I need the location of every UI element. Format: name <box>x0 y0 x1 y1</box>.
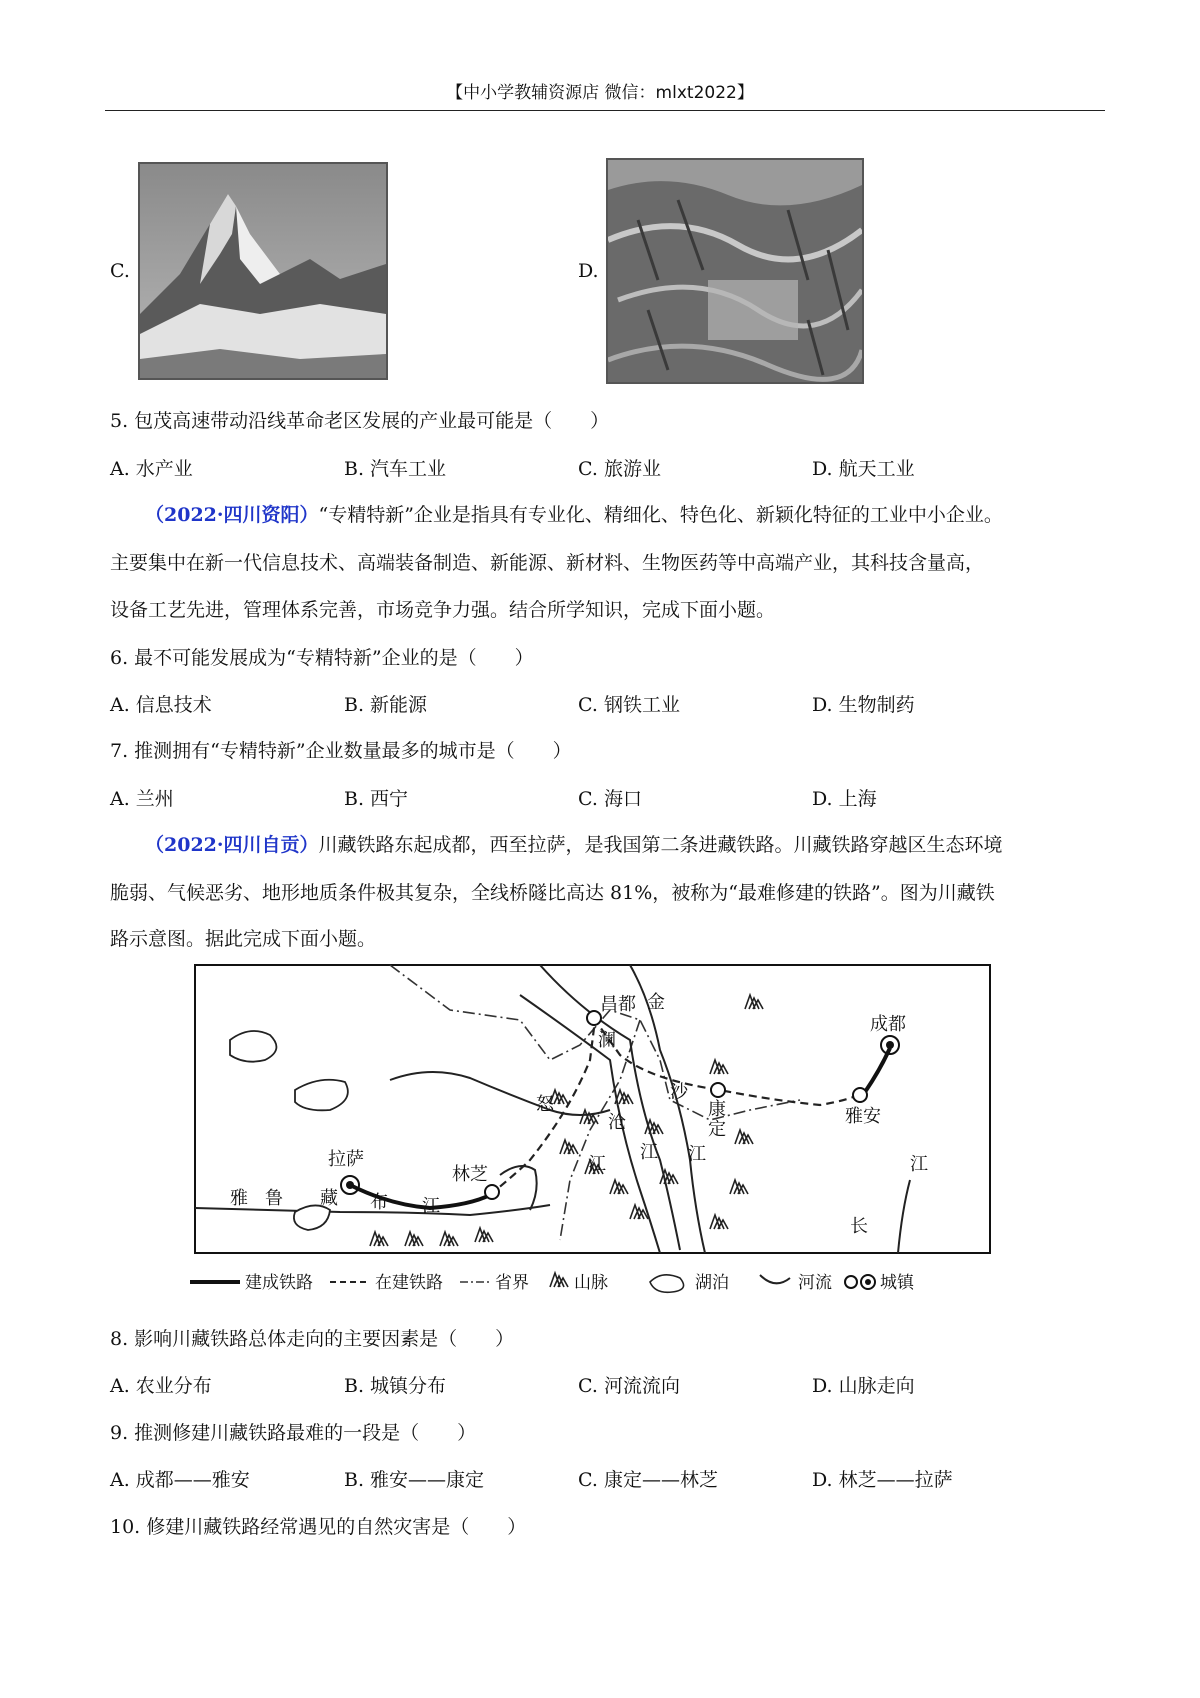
town-lasa-core <box>346 1181 354 1189</box>
mountain-symbol <box>710 1215 728 1229</box>
lake-3 <box>294 1205 330 1230</box>
q6-option-b[interactable]: B. 新能源 <box>344 694 428 716</box>
river-tributary <box>390 1072 610 1115</box>
q9-option-c[interactable]: C. 康定——林芝 <box>578 1469 718 1491</box>
option-d-label: D. <box>578 260 599 282</box>
q6-stem: 6. 最不可能发展成为“专精特新”企业的是（ ） <box>110 647 534 669</box>
q7-option-d[interactable]: D. 上海 <box>812 788 877 810</box>
q8-option-d[interactable]: D. 山脉走向 <box>812 1375 915 1397</box>
q8-option-a[interactable]: A. 农业分布 <box>110 1375 212 1397</box>
legend-river: 河流 <box>798 1273 832 1293</box>
mountain-symbol <box>710 1060 728 1074</box>
river-chang <box>898 1180 910 1253</box>
label-jiang-jinsha: 江 <box>688 1144 706 1165</box>
passage2-line3: 路示意图。据此完成下面小题。 <box>110 928 377 950</box>
mountain-symbol <box>610 1180 628 1194</box>
page-header: 【中小学教辅资源店 微信：mlxt2022】 <box>446 83 754 103</box>
passage2-text1: 川藏铁路东起成都，西至拉萨，是我国第二条进藏铁路。川藏铁路穿越区生态环境 <box>318 834 1003 856</box>
q7-option-b[interactable]: B. 西宁 <box>344 788 409 810</box>
town-linzhi <box>485 1185 499 1199</box>
legend-mountain-symbol <box>550 1273 568 1287</box>
mountain-symbol <box>745 995 763 1009</box>
label-sha: 沙 <box>670 1082 688 1103</box>
mountain-symbol <box>440 1232 458 1246</box>
passage1-line1 <box>145 502 1003 528</box>
q6-option-a[interactable]: A. 信息技术 <box>110 694 212 716</box>
label-nu: 怒 <box>536 1094 554 1115</box>
legend-building: 在建铁路 <box>375 1273 443 1293</box>
label-lu: 鲁 <box>265 1188 283 1209</box>
town-chengdu-core <box>886 1041 894 1049</box>
passage2-line2: 脆弱、气候恶劣、地形地质条件极其复杂，全线桥隧比高达 81%，被称为“最难修建的铁路”。图为川藏铁 <box>110 882 995 904</box>
legend-city-core <box>865 1279 871 1285</box>
lake-2 <box>295 1080 348 1111</box>
q5-option-b[interactable]: B. 汽车工业 <box>344 458 447 480</box>
river-bend <box>500 1166 537 1210</box>
label-cang: 沧 <box>608 1112 626 1133</box>
legend-mountain: 山脉 <box>574 1273 608 1293</box>
mountain-symbol <box>735 1130 753 1144</box>
legend-lake: 湖泊 <box>695 1273 729 1293</box>
label-yaan: 雅安 <box>845 1106 881 1127</box>
label-chengdu: 成都 <box>870 1014 906 1035</box>
label-ya: 雅 <box>230 1188 248 1209</box>
label-kangding-2: 定 <box>708 1119 726 1140</box>
passage2-source: （2022·四川自贡） <box>145 834 319 856</box>
header-rule <box>105 110 1105 111</box>
label-jiang-yarlung: 江 <box>422 1196 440 1217</box>
q10-stem: 10. 修建川藏铁路经常遇见的自然灾害是（ ） <box>110 1516 527 1538</box>
lake-1 <box>230 1031 276 1062</box>
label-bu: 布 <box>370 1192 388 1213</box>
label-jin: 金 <box>647 992 665 1013</box>
passage1-text1: “专精特新”企业是指具有专业化、精细化、特色化、新颖化特征的工业中小企业。 <box>318 504 1003 526</box>
label-zang: 藏 <box>320 1188 338 1209</box>
q5-option-d[interactable]: D. 航天工业 <box>812 458 915 480</box>
label-linzhi: 林芝 <box>452 1164 488 1185</box>
q5-option-a[interactable]: A. 水产业 <box>110 458 193 480</box>
q7-stem: 7. 推测拥有“专精特新”企业数量最多的城市是（ ） <box>110 740 572 762</box>
q7-option-c[interactable]: C. 海口 <box>578 788 642 810</box>
label-kangding-1: 康 <box>708 1099 726 1120</box>
map-legend <box>190 1273 915 1293</box>
q8-option-b[interactable]: B. 城镇分布 <box>344 1375 447 1397</box>
mountain-peak-photo <box>138 162 388 380</box>
q9-option-a[interactable]: A. 成都——雅安 <box>110 1469 250 1491</box>
plateau-terrain-photo <box>606 158 864 384</box>
passage1-line3: 设备工艺先进，管理体系完善，市场竞争力强。结合所学知识，完成下面小题。 <box>110 599 776 621</box>
q8-stem: 8. 影响川藏铁路总体走向的主要因素是（ ） <box>110 1328 515 1350</box>
q8-option-c[interactable]: C. 河流流向 <box>578 1375 680 1397</box>
q9-option-d[interactable]: D. 林芝——拉萨 <box>812 1469 953 1491</box>
label-jiang-lancang: 江 <box>640 1142 658 1163</box>
built-railway-chengdu-yaan <box>865 1048 890 1092</box>
q5-option-c[interactable]: C. 旅游业 <box>578 458 661 480</box>
q7-option-a[interactable]: A. 兰州 <box>110 788 174 810</box>
label-jiang-chang: 江 <box>910 1154 928 1175</box>
q9-option-b[interactable]: B. 雅安——康定 <box>344 1469 485 1491</box>
legend-border: 省界 <box>495 1273 529 1293</box>
label-lan: 澜 <box>598 1030 616 1051</box>
label-lasa: 拉萨 <box>328 1149 364 1170</box>
label-chang: 长 <box>850 1216 868 1237</box>
mountain-symbol <box>370 1232 388 1246</box>
province-border <box>390 965 800 1120</box>
option-c-label: C. <box>110 260 130 282</box>
sichuan-tibet-railway-map <box>190 960 1000 1310</box>
mountain-symbol <box>405 1232 423 1246</box>
passage1-line2: 主要集中在新一代信息技术、高端装备制造、新能源、新材料、生物医药等中高端产业，其科技含量高， <box>110 552 985 574</box>
q5-stem: 5. 包茂高速带动沿线革命老区发展的产业最可能是（ ） <box>110 410 610 432</box>
mountain-symbol <box>730 1180 748 1194</box>
legend-river-symbol <box>760 1275 790 1283</box>
q6-option-d[interactable]: D. 生物制药 <box>812 694 915 716</box>
legend-town-symbol <box>845 1276 857 1288</box>
legend-built: 建成铁路 <box>245 1273 313 1293</box>
q9-stem: 9. 推测修建川藏铁路最难的一段是（ ） <box>110 1422 477 1444</box>
mountain-symbol <box>475 1228 493 1242</box>
town-kangding <box>711 1083 725 1097</box>
river-jinsha <box>630 965 705 1253</box>
q6-option-c[interactable]: C. 钢铁工业 <box>578 694 680 716</box>
passage1-source: （2022·四川资阳） <box>145 504 319 526</box>
legend-town: 城镇 <box>880 1273 914 1293</box>
town-yaan <box>853 1088 867 1102</box>
town-changdu <box>587 1011 601 1025</box>
mountain-symbol <box>560 1140 578 1154</box>
legend-lake-symbol <box>650 1275 684 1292</box>
label-changdu: 昌都 <box>600 994 636 1015</box>
label-jiang-nu: 江 <box>588 1154 606 1175</box>
passage2-line1 <box>145 832 1003 858</box>
